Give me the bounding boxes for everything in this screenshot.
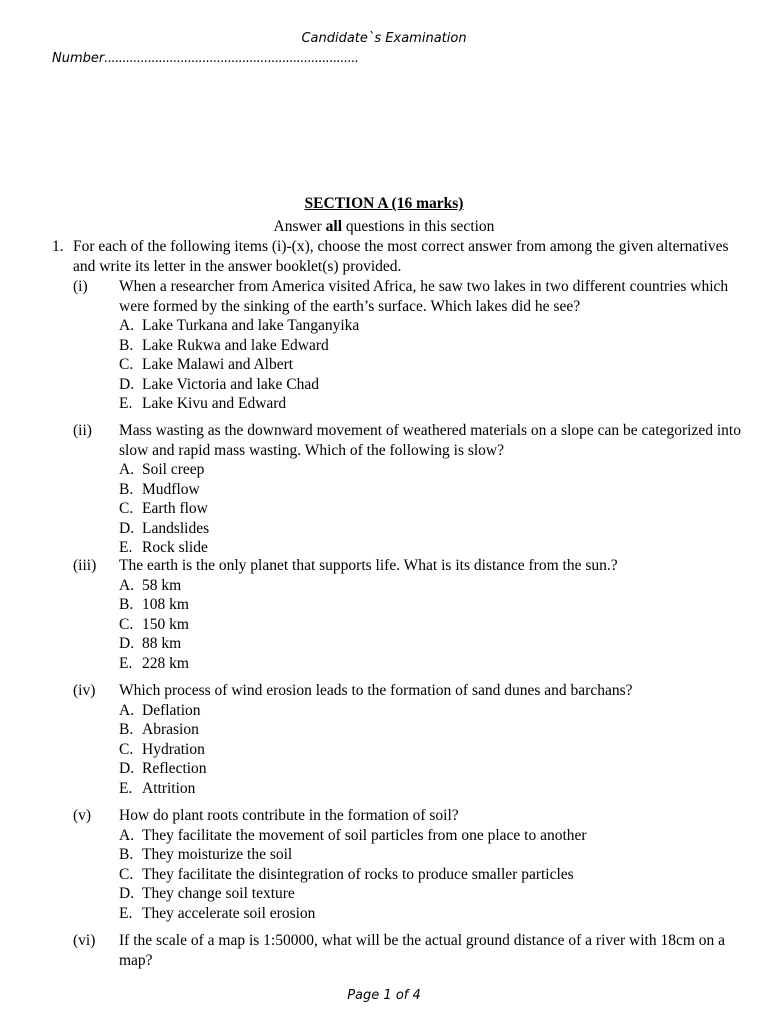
- option-letter: C.: [119, 500, 134, 517]
- item-numeral: (i): [73, 278, 88, 295]
- item-stem: Mass wasting as the downward movement of weathered materials on a slope can be categorized into slow and rapid mass wasting. Which of the following is slow?: [119, 422, 741, 459]
- number-dots: ......................................................................: [104, 51, 359, 66]
- option-letter: B.: [119, 480, 134, 498]
- item-stem: If the scale of a map is 1:50000, what will be the actual ground distance of a river with 18cm on a map?: [119, 932, 726, 969]
- item-iv: [73, 681, 753, 798]
- instruction-post: questions in this section: [342, 218, 495, 235]
- option-letter: E.: [119, 539, 133, 556]
- option-text: Attrition: [142, 779, 196, 797]
- option-list: [119, 826, 753, 924]
- page-total: 4: [412, 988, 421, 1003]
- option-letter: E.: [119, 904, 133, 922]
- option-text: Lake Victoria and lake Chad: [142, 375, 319, 393]
- option-c: [119, 865, 753, 885]
- item-numeral: (v): [73, 807, 92, 824]
- option-letter: B.: [119, 721, 134, 738]
- page-number: 1: [383, 988, 392, 1003]
- option-text: Reflection: [142, 760, 207, 777]
- option-text: They facilitate the disintegration of rocks to produce smaller particles: [142, 865, 574, 883]
- question-1: [52, 237, 752, 276]
- item-v: [73, 806, 753, 923]
- option-text: 88 km: [142, 635, 182, 652]
- item-i: [73, 277, 753, 414]
- option-list: [119, 576, 753, 674]
- option-b: [119, 720, 753, 740]
- option-c: [119, 355, 753, 375]
- option-d: [119, 634, 753, 654]
- option-e: [119, 538, 753, 558]
- option-letter: B.: [119, 596, 134, 613]
- option-letter: A.: [119, 317, 135, 334]
- instruction-pre: Answer: [273, 218, 326, 235]
- option-letter: D.: [119, 635, 135, 652]
- option-letter: C.: [119, 865, 134, 883]
- option-c: [119, 740, 753, 760]
- option-text: 108 km: [142, 596, 189, 613]
- option-text: 228 km: [142, 654, 189, 672]
- option-a: [119, 701, 753, 721]
- item-stem: When a researcher from America visited Africa, he saw two lakes in two different countries which were formed by the sinking of the earth’s surface. Which lakes did he see?: [119, 278, 729, 315]
- option-text: They facilitate the movement of soil particles from one place to another: [142, 826, 587, 844]
- option-text: 58 km: [142, 576, 182, 594]
- option-letter: D.: [119, 885, 135, 902]
- option-text: Deflation: [142, 701, 201, 719]
- option-text: Lake Kivu and Edward: [142, 395, 287, 412]
- option-d: [119, 375, 753, 395]
- item-stem: The earth is the only planet that supports life. What is its distance from the sun.?: [119, 557, 618, 574]
- option-text: Hydration: [142, 740, 205, 758]
- option-d: [119, 884, 753, 904]
- option-text: Soil creep: [142, 461, 205, 478]
- option-text: 150 km: [142, 615, 189, 633]
- option-e: [119, 779, 753, 799]
- option-text: Landslides: [142, 519, 210, 537]
- option-letter: D.: [119, 760, 135, 777]
- section-instruction: [0, 217, 768, 237]
- item-numeral: (iii): [73, 557, 97, 574]
- option-b: [119, 480, 753, 500]
- option-letter: C.: [119, 615, 134, 633]
- option-text: They moisturize the soil: [142, 846, 293, 863]
- option-b: [119, 845, 753, 865]
- option-letter: A.: [119, 461, 135, 478]
- number-label: Number: [52, 51, 105, 66]
- option-a: [119, 826, 753, 846]
- option-c: [119, 499, 753, 519]
- item-stem: Which process of wind erosion leads to the formation of sand dunes and barchans?: [119, 682, 633, 699]
- option-text: Lake Turkana and lake Tanganyika: [142, 317, 360, 334]
- item-ii: [73, 421, 753, 558]
- option-letter: A.: [119, 701, 135, 719]
- page-word: Page: [347, 988, 380, 1003]
- option-text: Mudflow: [142, 480, 200, 498]
- option-a: [119, 316, 753, 336]
- item-numeral: (iv): [73, 682, 96, 699]
- option-letter: E.: [119, 395, 133, 412]
- option-text: Earth flow: [142, 500, 208, 517]
- option-text: Abrasion: [142, 721, 199, 738]
- instruction-emphasis: all: [325, 218, 343, 235]
- option-b: [119, 595, 753, 615]
- option-letter: C.: [119, 740, 134, 758]
- option-text: Lake Rukwa and lake Edward: [142, 336, 329, 354]
- option-text: They accelerate soil erosion: [142, 904, 316, 922]
- page-footer: [0, 988, 768, 1003]
- option-a: [119, 460, 753, 480]
- of-word: of: [395, 988, 409, 1003]
- question-number: 1.: [52, 238, 64, 255]
- option-c: [119, 615, 753, 635]
- option-letter: A.: [119, 576, 135, 594]
- option-letter: B.: [119, 846, 134, 863]
- option-letter: A.: [119, 826, 135, 844]
- option-letter: E.: [119, 779, 133, 797]
- item-iii: [73, 556, 753, 673]
- option-e: [119, 904, 753, 924]
- item-stem: How do plant roots contribute in the formation of soil?: [119, 807, 459, 824]
- option-e: [119, 394, 753, 414]
- option-text: Rock slide: [142, 539, 208, 556]
- option-list: [119, 316, 753, 414]
- candidate-examination-label: Candidate`s Examination: [301, 31, 467, 46]
- item-numeral: (ii): [73, 422, 92, 439]
- option-letter: D.: [119, 519, 135, 537]
- option-text: They change soil texture: [142, 885, 295, 902]
- option-letter: C.: [119, 356, 134, 373]
- option-d: [119, 759, 753, 779]
- option-text: Lake Malawi and Albert: [142, 356, 294, 373]
- item-numeral: (vi): [73, 932, 96, 949]
- question-text: For each of the following items (i)-(x), choose the most correct answer from among the given alternatives and write its letter in the answer booklet(s) provided.: [73, 238, 729, 275]
- option-letter: B.: [119, 336, 134, 354]
- option-list: [119, 701, 753, 799]
- section-title: SECTION A (16 marks): [304, 195, 464, 212]
- item-vi: [73, 931, 753, 970]
- option-letter: D.: [119, 375, 135, 393]
- candidate-number-line: [52, 51, 359, 66]
- option-letter: E.: [119, 654, 133, 672]
- option-e: [119, 654, 753, 674]
- option-d: [119, 519, 753, 539]
- option-b: [119, 336, 753, 356]
- option-a: [119, 576, 753, 596]
- option-list: [119, 460, 753, 558]
